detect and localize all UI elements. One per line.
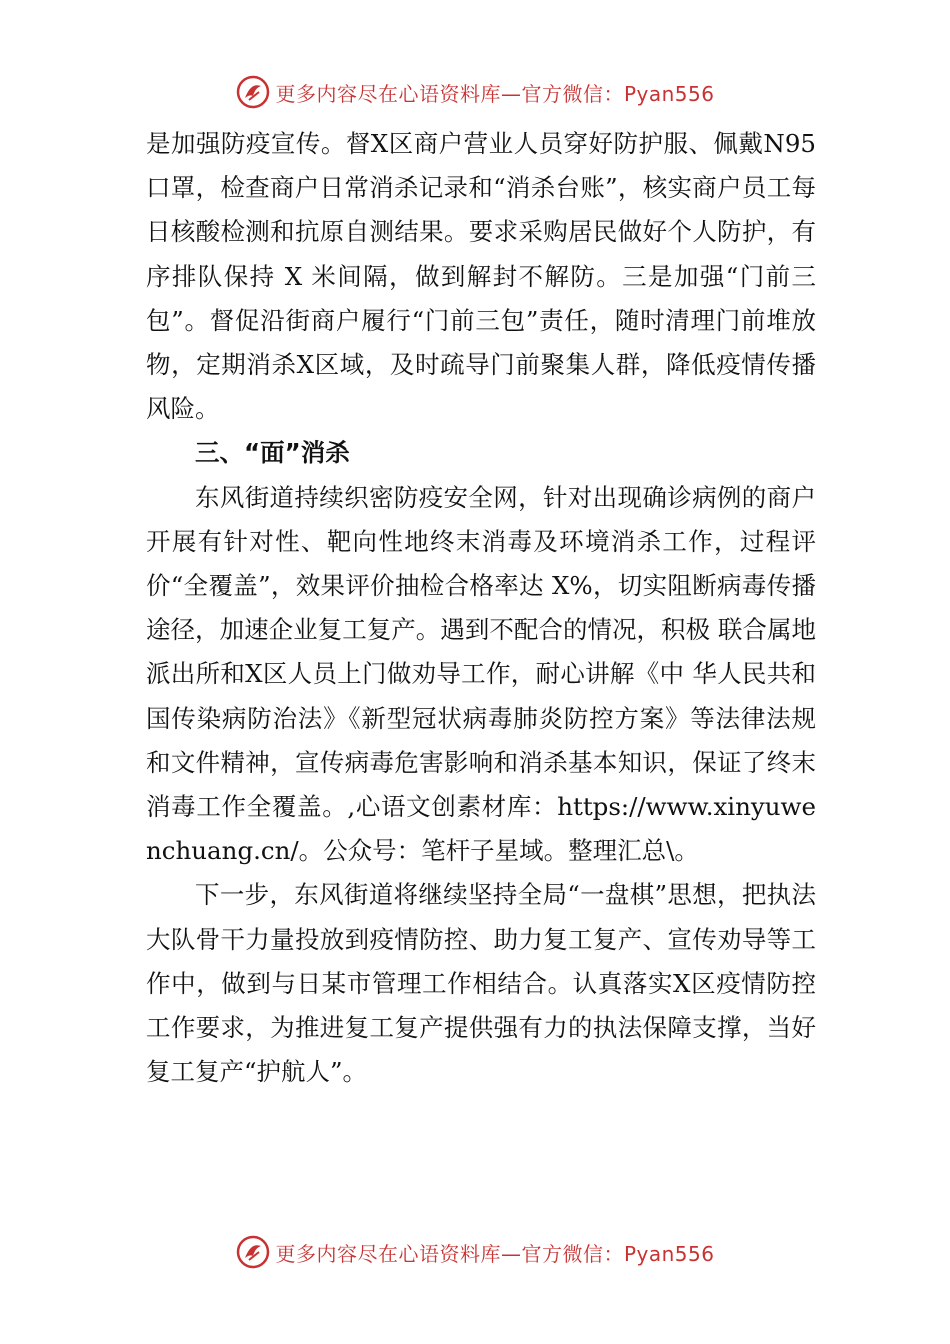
- header-watermark-text: 更多内容尽在心语资料库—官方微信：Pyan556: [275, 81, 715, 106]
- section-heading-disinfection: 三、“面”消杀: [195, 438, 350, 468]
- footer-watermark-text: 更多内容尽在心语资料库—官方微信：Pyan556: [275, 1241, 715, 1266]
- footer-watermark: [0, 1230, 950, 1274]
- rose-seal-icon: [235, 1234, 271, 1270]
- document-body: [146, 122, 816, 1094]
- paragraph-prevention-publicity: 是加强防疫宣传。督X区商户营业人员穿好防护服、佩戴N95 口罩，检查商户日常消杀记录和“消杀台账”，核实商户员工每日核酸检测和抗原自测结果。要求采购居民做好个人防护，有序排队保持 X 米间隔，做到解封不解防。三是加强“门前三包”。督促沿街商户履行“门前三包”责任，随时清理门前堆放物，定期消杀X区域，及时疏导门前聚集人群，降低疫情传播风险。: [146, 129, 816, 424]
- paragraph-disinfection: 东风街道持续织密防疫安全网，针对出现确诊病例的商户开展有针对性、靶向性地终末消毒及环境消杀工作，过程评价“全覆盖”，效果评价抽检合格率达 X%，切实阻断病毒传播途径，加速企业复工复产。遇到不配合的情况，积极 联合属地派出所和X区人员上门做劝导工作，耐心讲解《中 华人民共和国传染病防治法》《新型冠状病毒肺炎防控方案》等法律法规和文件精神，宣传病毒危害影响和消杀基本知识，保证了终末消毒工作全覆盖。,心语文创素材库：https://www.xinyuwenchuang.cn/。公众号：笔杆子星域。整理汇总\。: [146, 482, 816, 866]
- paragraph-next-steps: 下一步，东风街道将继续坚持全局“一盘棋”思想，把执法大队骨干力量投放到疫情防控、助力复工复产、宣传劝导等工作中，做到与日某市管理工作相结合。认真落实X区疫情防控工作要求，为推进复工复产提供强有力的执法保障支撑，当好复工复产“护航人”。: [146, 880, 816, 1087]
- header-watermark: [0, 70, 950, 114]
- rose-seal-icon: [235, 74, 271, 110]
